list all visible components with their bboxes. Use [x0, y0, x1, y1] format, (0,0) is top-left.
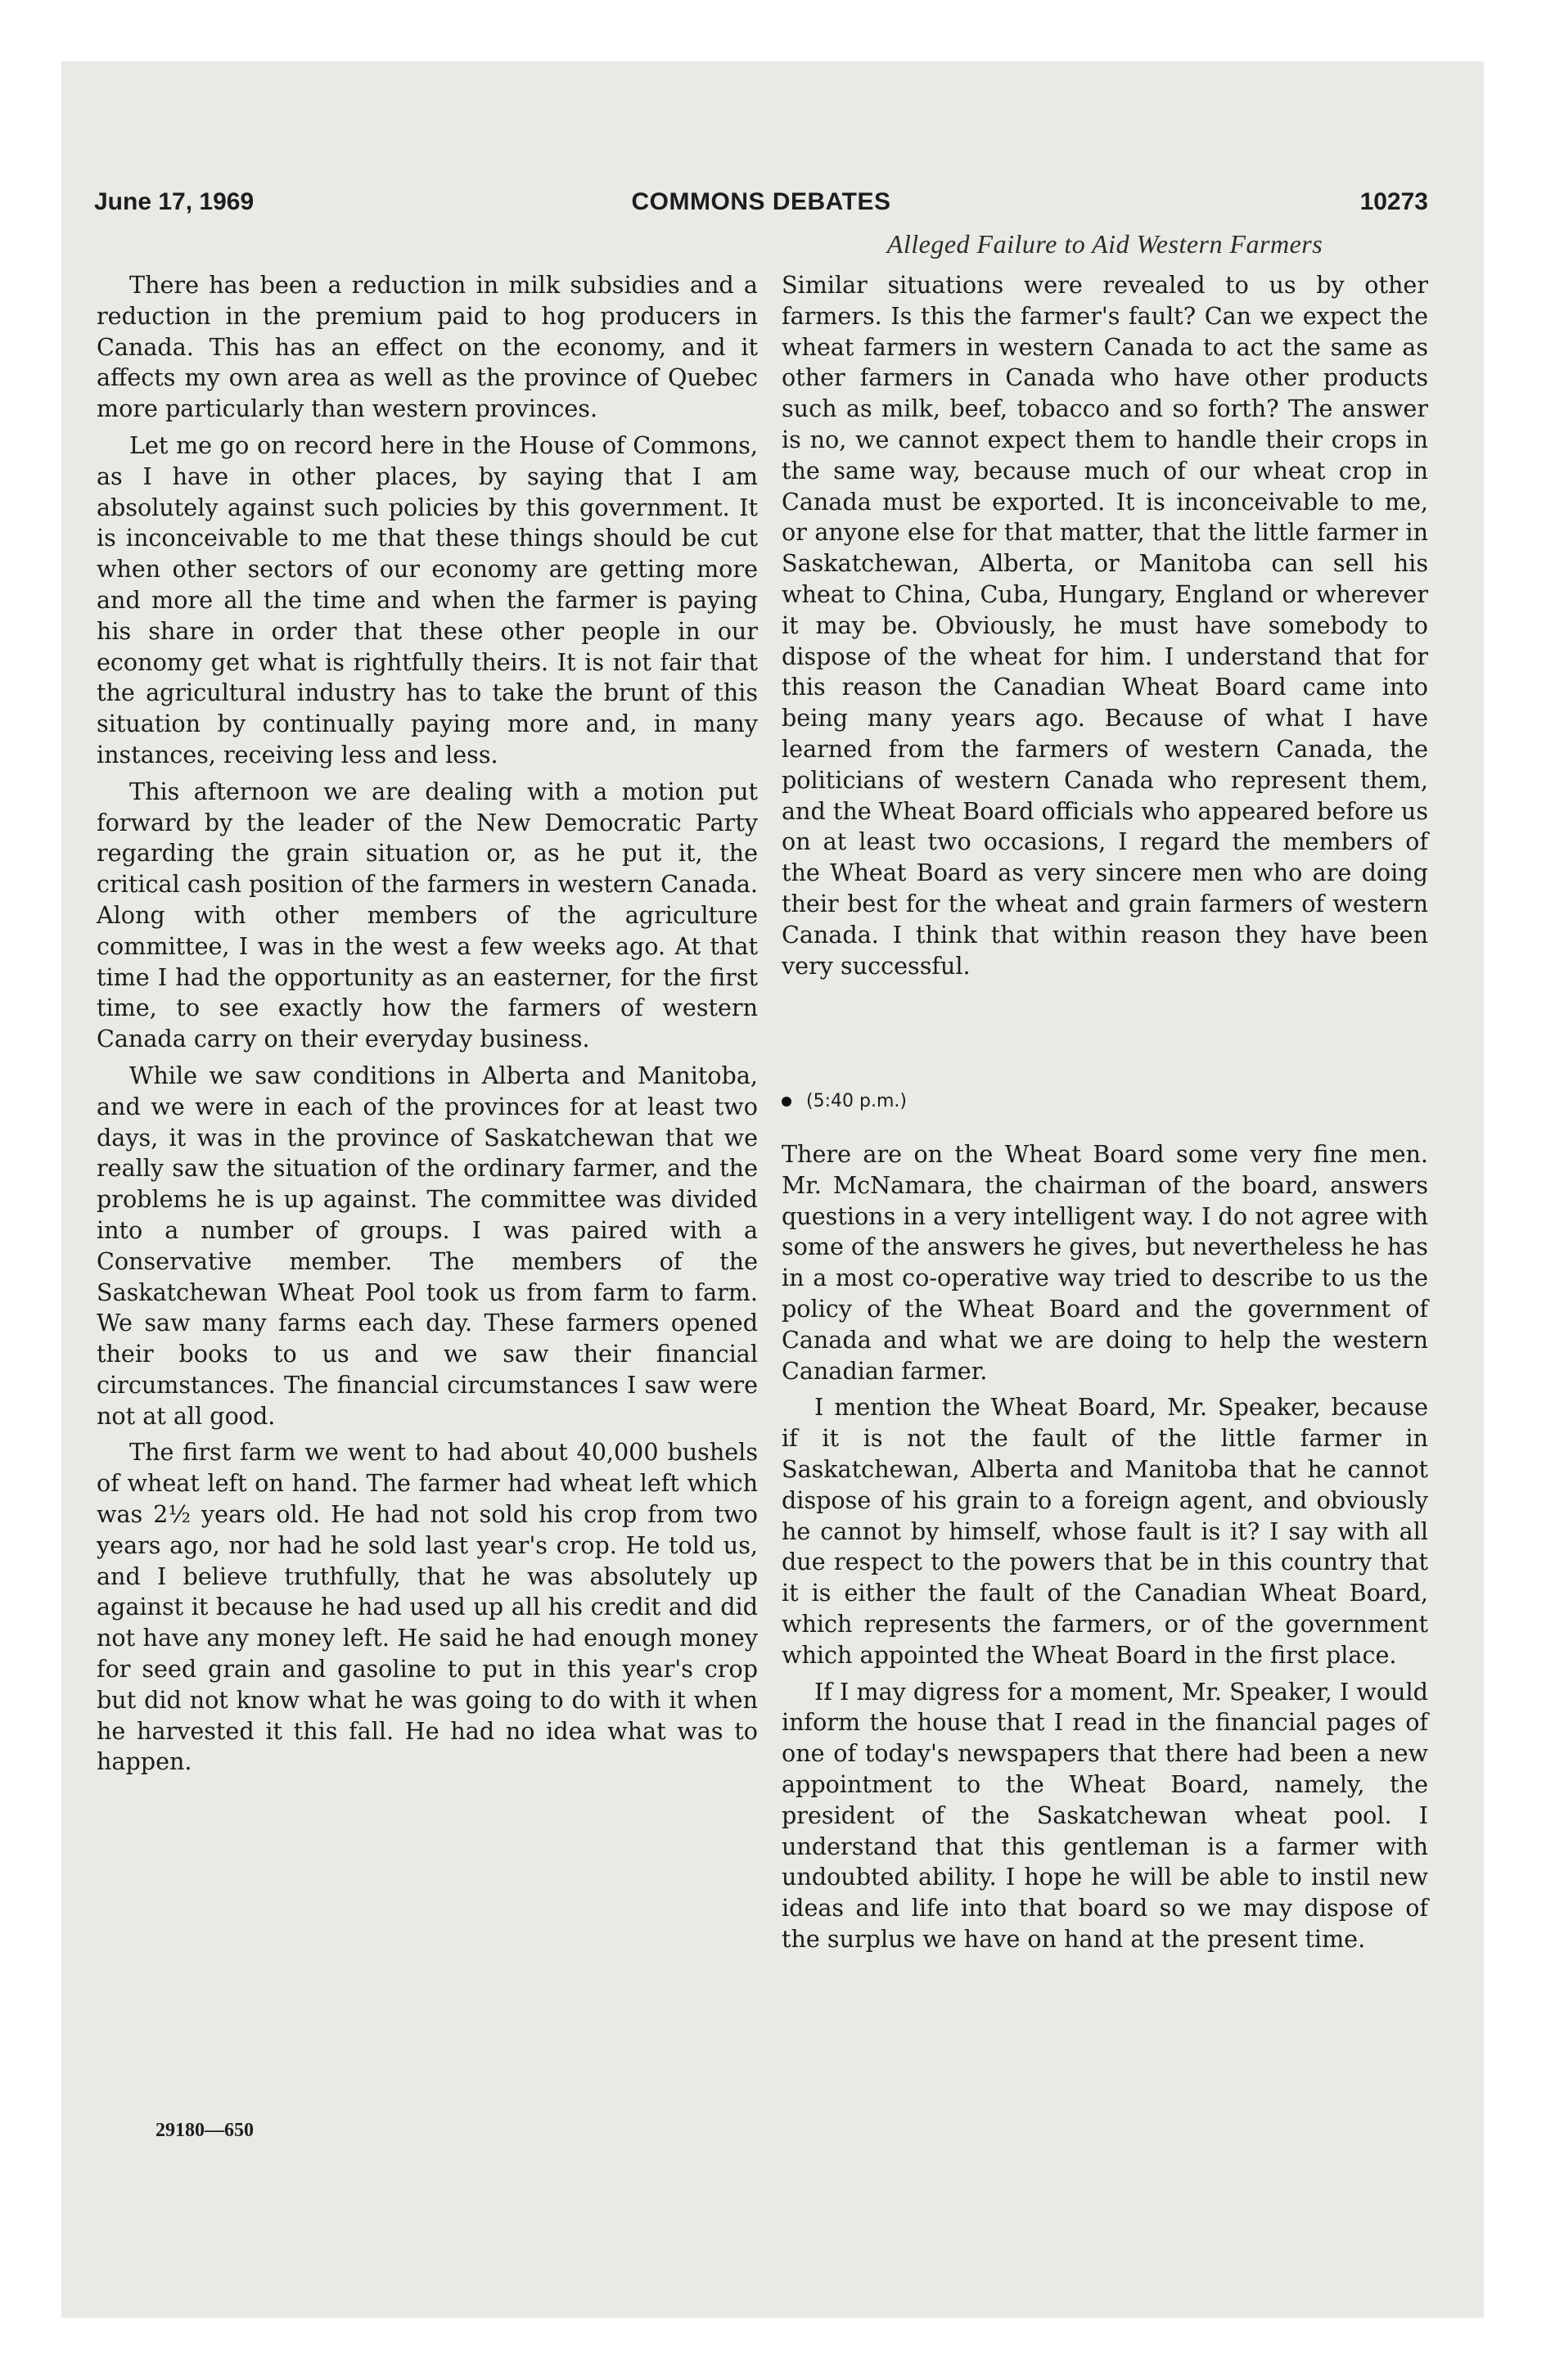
header-title: COMMONS DEBATES — [631, 188, 891, 215]
bullet-icon — [782, 1097, 791, 1107]
paragraph: This afternoon we are dealing with a motion put forward by the leader of the New Democratic Party regarding the grain situation or, as he put it, the critical cash position of the farmers in western Canada. Along with other members of the agriculture committee, I was in the west a few weeks ago. At that time I had the opportunity as an easterner, for the first time, to see exactly how the farmers of western Canada carry on their everyday business. — [97, 777, 758, 1053]
paragraph: Similar situations were revealed to us by other farmers. Is this the farmer's fault? Can we expect the wheat farmers in western Canada to act the same as other farmers in Canada who have other products such as milk, beef, tobacco and so forth? The answer is no, we cannot expect them to handle their crops in the same way, because much of our wheat crop in Canada must be exported. It is inconceivable to me, or anyone else for that matter, that the little farmer in Saskatchewan, Alberta, or Manitoba can sell his wheat to China, Cuba, Hungary, England or wherever it may be. Obviously, he must have somebody to dispose of the wheat for him. I understand that for this reason the Canadian Wheat Board came into being many years ago. Because of what I have learned from the farmers of western Canada, the politicians of western Canada who represent them, and the Wheat Board officials who appeared before us on at least two occasions, I regard the members of the Wheat Board as very sincere men who are doing their best for the wheat and grain farmers of western Canada. I think that within reason they have been very successful. — [782, 271, 1428, 980]
paragraph: There has been a reduction in milk subsidies and a reduction in the premium paid to hog producers in Canada. This has an effect on the economy, and it affects my own area as well as the province of Quebec more particularly than western provinces. — [97, 271, 758, 423]
time-marker — [782, 1091, 907, 1111]
paragraph: Let me go on record here in the House of Commons, as I have in other places, by saying that I am absolutely against such policies by this government. It is inconceivable to me that these things should be cut when other sectors of our economy are getting more and more all the time and when the farmer is paying his share in order that these other people in our economy get what is rightfully theirs. It is not fair that the agricultural industry has to take the brunt of this situation by continually paying more and, in many instances, receiving less and less. — [97, 430, 758, 769]
right-column-bottom — [782, 1139, 1428, 1961]
paragraph: The first farm we went to had about 40,000 bushels of wheat left on hand. The farmer had wheat left which was 2½ years old. He had not sold his crop from two years ago, nor had he sold last year's crop. He told us, and I believe truthfully, that he was absolutely up against it because he had used up all his credit and did not have any money left. He said he had enough money for seed grain and gasoline to put in this year's crop but did not know what he was going to do with it when he harvested it this fall. He had no idea what was to happen. — [97, 1438, 758, 1776]
running-subheading: Alleged Failure to Aid Western Farmers — [886, 229, 1323, 259]
paragraph: There are on the Wheat Board some very fine men. Mr. McNamara, the chairman of the board, answers questions in a very intelligent way. I do not agree with some of the answers he gives, but nevertheless he has in a most co-operative way tried to describe to us the policy of the Wheat Board and the government of Canada and what we are doing to help the western Canadian farmer. — [782, 1140, 1428, 1385]
right-column-top — [782, 270, 1428, 987]
header-date: June 17, 1969 — [94, 188, 255, 215]
paragraph: If I may digress for a moment, Mr. Speaker, I would inform the house that I read in the financial pages of one of today's newspapers that there had been a new appointment to the Wheat Board, namely, the president of the Saskatchewan wheat pool. I understand that this gentleman is a farmer with undoubted ability. I hope he will be able to instil new ideas and life into that board so we may dispose of the surplus we have on hand at the present time. — [782, 1677, 1428, 1953]
page-header — [94, 188, 1428, 221]
paragraph: While we saw conditions in Alberta and Manitoba, and we were in each of the provinces for at least two days, it was in the province of Saskatchewan that we really saw the situation of the ordinary farmer, and the problems he is up against. The committee was divided into a number of groups. I was paired with a Conservative member. The members of the Saskatchewan Wheat Pool took us from farm to farm. We saw many farms each day. These farmers opened their books to us and we saw their financial circumstances. The financial circumstances I saw were not at all good. — [97, 1061, 758, 1430]
left-column — [97, 270, 758, 1783]
time-marker-text: (5:40 p.m.) — [806, 1091, 907, 1111]
header-page-number: 10273 — [1359, 188, 1428, 215]
paragraph: I mention the Wheat Board, Mr. Speaker, because if it is not the fault of the little farmer in Saskatchewan, Alberta and Manitoba that he cannot dispose of his grain to a foreign agent, and obviously he cannot by himself, whose fault is it? I say with all due respect to the powers that be in this country that it is either the fault of the Canadian Wheat Board, which represents the farmers, or of the government which appointed the Wheat Board in the first place. — [782, 1393, 1428, 1669]
printer-footnote: 29180—650 — [156, 2120, 254, 2141]
